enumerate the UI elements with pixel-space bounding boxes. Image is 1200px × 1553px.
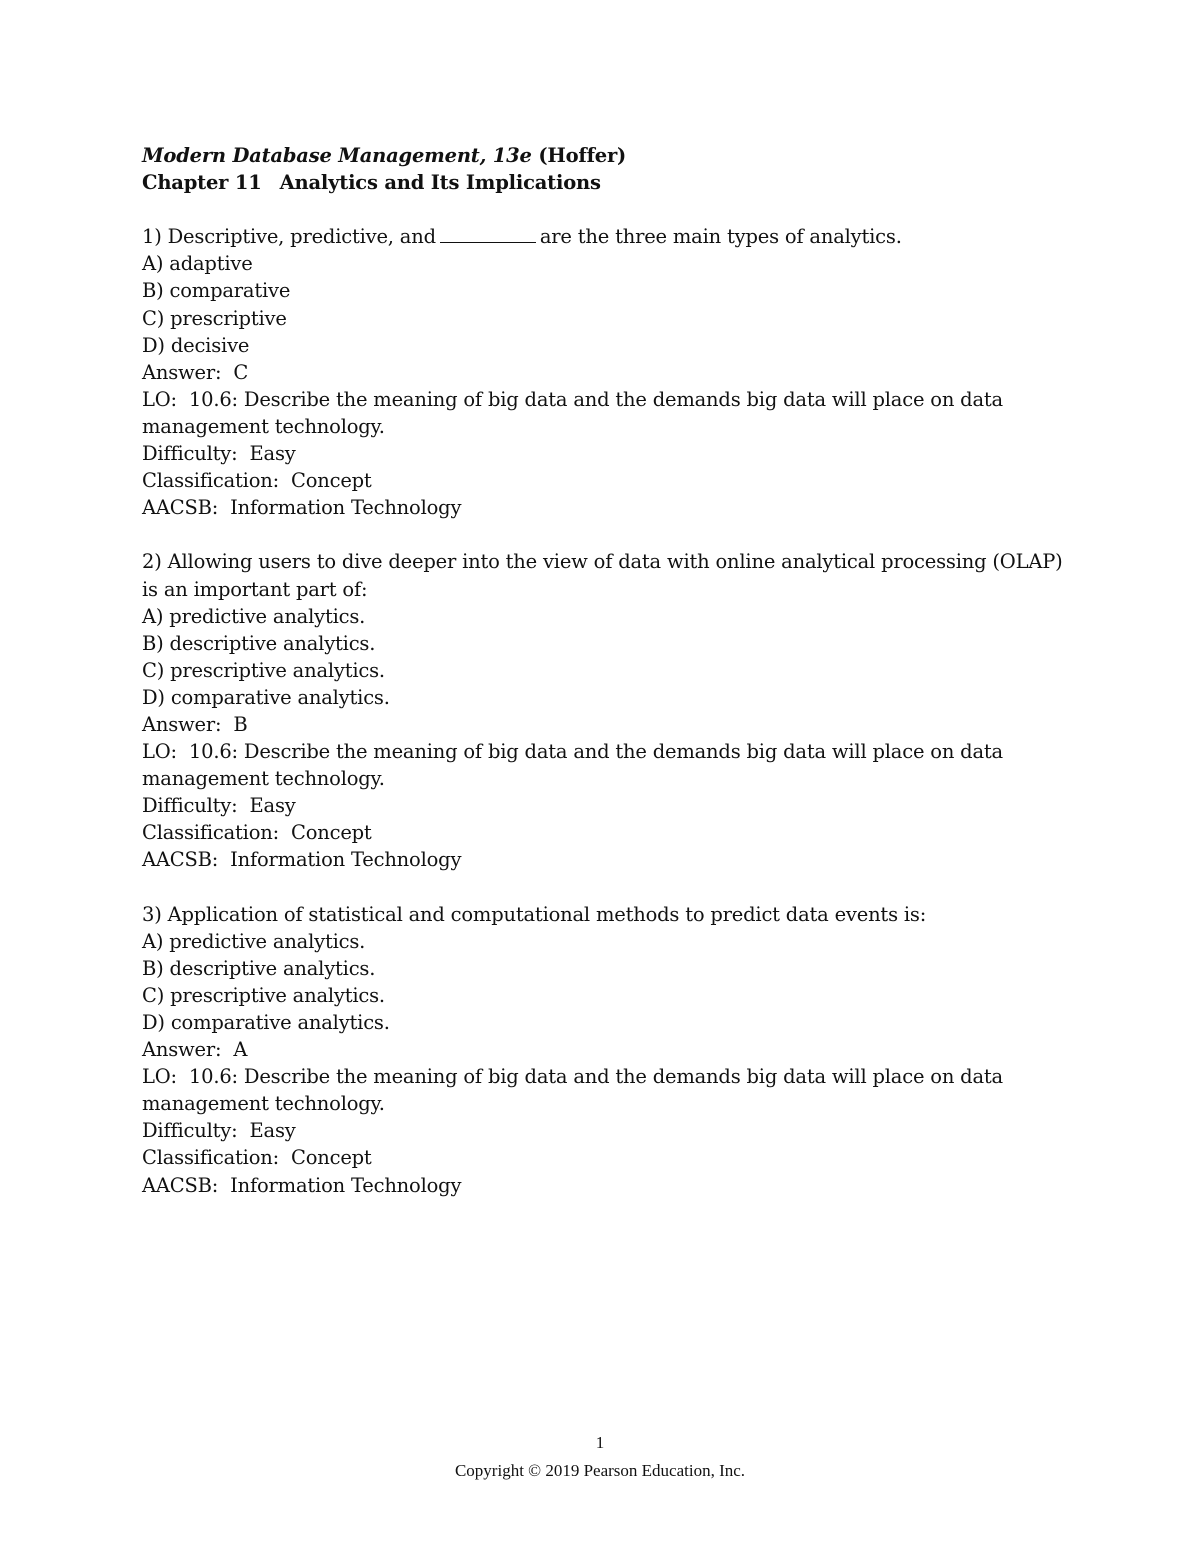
answer-line: Answer: A <box>142 1038 248 1062</box>
question-3 <box>142 901 1072 1199</box>
option-d: D) decisive <box>142 333 250 357</box>
question-stem-start: 1) Descriptive, predictive, and <box>142 225 436 249</box>
learning-objective-line-1: LO: 10.6: Describe the meaning of big data and the demands big data will place on data <box>142 1065 1003 1089</box>
difficulty-line: Difficulty: Easy <box>142 794 296 818</box>
option-a: A) predictive analytics. <box>142 604 366 628</box>
option-d: D) comparative analytics. <box>142 1011 390 1034</box>
question-stem-end: are the three main types of analytics. <box>539 225 902 249</box>
option-b: B) descriptive analytics. <box>142 956 376 980</box>
learning-objective-line-1: LO: 10.6: Describe the meaning of big data and the demands big data will place on data <box>142 387 1003 411</box>
option-b: B) descriptive analytics. <box>142 631 376 655</box>
book-title-line <box>142 142 1072 169</box>
classification-line: Classification: Concept <box>142 1146 372 1170</box>
question-stem-line-2: is an important part of: <box>142 577 368 601</box>
difficulty-line: Difficulty: Easy <box>142 1119 296 1143</box>
learning-objective-line-2: management technology. <box>142 1092 385 1116</box>
question-stem-line-1: 2) Allowing users to dive deeper into the view of data with online analytical processing (OLAP) <box>142 550 1063 574</box>
option-b: B) comparative <box>142 279 291 303</box>
page-number: 1 <box>595 1433 605 1452</box>
chapter-heading <box>142 169 1072 196</box>
option-a: A) adaptive <box>142 252 253 276</box>
option-d: D) comparative analytics. <box>142 685 390 709</box>
page-content <box>142 142 1072 1199</box>
question-2 <box>142 548 1072 873</box>
question-stem: 3) Application of statistical and computational methods to predict data events is: <box>142 902 927 926</box>
book-title: Modern Database Management, 13e <box>142 144 532 167</box>
question-stem <box>142 223 1072 250</box>
learning-objective-line-1: LO: 10.6: Describe the meaning of big data and the demands big data will place on data <box>142 740 1003 764</box>
option-c: C) prescriptive analytics. <box>142 983 385 1007</box>
option-c: C) prescriptive <box>142 306 287 330</box>
classification-line: Classification: Concept <box>142 469 372 493</box>
chapter-label: Chapter 11 <box>142 171 262 195</box>
fill-in-blank <box>440 224 536 243</box>
learning-objective-line-2: management technology. <box>142 414 385 438</box>
aacsb-line: AACSB: Information Technology <box>142 1173 462 1197</box>
copyright-notice: Copyright © 2019 Pearson Education, Inc. <box>454 1461 746 1480</box>
option-c: C) prescriptive analytics. <box>142 658 385 682</box>
answer-line: Answer: B <box>142 712 248 736</box>
question-1 <box>142 223 1072 521</box>
answer-line: Answer: C <box>142 360 249 384</box>
learning-objective-line-2: management technology. <box>142 767 385 791</box>
difficulty-line: Difficulty: Easy <box>142 442 296 466</box>
chapter-title: Analytics and Its Implications <box>279 171 601 195</box>
option-a: A) predictive analytics. <box>142 929 366 953</box>
classification-line: Classification: Concept <box>142 821 372 845</box>
book-author: (Hoffer) <box>538 144 627 167</box>
aacsb-line: AACSB: Information Technology <box>142 496 462 520</box>
aacsb-line: AACSB: Information Technology <box>142 848 462 872</box>
